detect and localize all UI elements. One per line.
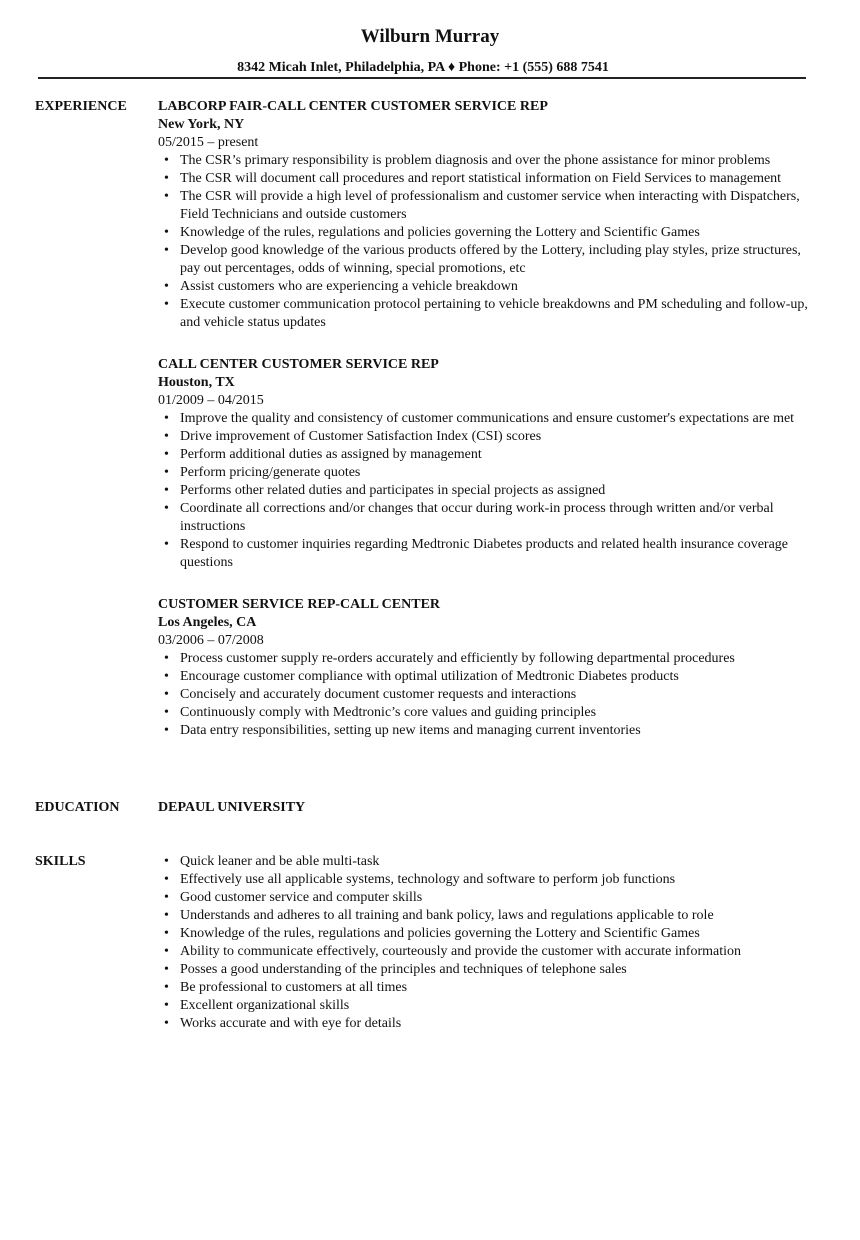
bullet-item: • Performs other related duties and participates in special projects as assigned	[180, 482, 818, 500]
skill-item: • Effectively use all applicable systems, technology and software to perform job functions	[180, 871, 818, 889]
job-title: LABCORP FAIR-CALL CENTER CUSTOMER SERVICE REP	[158, 99, 548, 114]
job-bullets	[158, 410, 818, 572]
education-heading: EDUCATION	[35, 800, 120, 815]
bullet-item: • The CSR will provide a high level of professionalism and customer service when interacting with Dispatchers, Field Technicians and outside customers	[180, 188, 818, 224]
bullet-item: • Data entry responsibilities, setting up new items and managing current inventories	[180, 722, 818, 740]
school-name: DEPAUL UNIVERSITY	[158, 800, 306, 815]
bullet-item: • Perform pricing/generate quotes	[180, 464, 818, 482]
skill-item: • Understands and adheres to all training and bank policy, laws and regulations applicable to role	[180, 907, 818, 925]
bullet-item: • Drive improvement of Customer Satisfaction Index (CSI) scores	[180, 428, 818, 446]
skills-section	[158, 853, 818, 1033]
skill-item: • Ability to communicate effectively, courteously and provide the customer with accurate information	[180, 943, 818, 961]
bullet-item: • Knowledge of the rules, regulations and policies governing the Lottery and Scientific Games	[180, 224, 818, 242]
bullet-item: • The CSR will document call procedures and report statistical information on Field Services to management	[180, 170, 818, 188]
skill-item: • Quick leaner and be able multi-task	[180, 853, 818, 871]
bullet-item: • Improve the quality and consistency of customer communications and ensure customer's expectations are met	[180, 410, 818, 428]
skill-item: • Excellent organizational skills	[180, 997, 818, 1015]
skill-item: • Be professional to customers at all times	[180, 979, 818, 997]
skills-list	[158, 853, 818, 1033]
job-location: Los Angeles, CA	[158, 615, 257, 630]
skill-item: • Posses a good understanding of the principles and techniques of telephone sales	[180, 961, 818, 979]
job-dates: 01/2009 – 04/2015	[158, 393, 264, 408]
bullet-item: • Develop good knowledge of the various products offered by the Lottery, including play styles, prize structures, pay out percentages, odds of winning, special promotions, etc	[180, 242, 818, 278]
job-entry	[158, 98, 818, 332]
bullet-item: • Assist customers who are experiencing a vehicle breakdown	[180, 278, 818, 296]
header-divider	[38, 77, 806, 79]
job-location: Houston, TX	[158, 375, 235, 390]
bullet-item: • The CSR’s primary responsibility is problem diagnosis and over the phone assistance for minor problems	[180, 152, 818, 170]
bullet-item: • Execute customer communication protocol pertaining to vehicle breakdowns and PM scheduling and follow-up, and vehicle status updates	[180, 296, 818, 332]
job-location: New York, NY	[158, 117, 245, 132]
skill-item: • Good customer service and computer skills	[180, 889, 818, 907]
bullet-item: • Concisely and accurately document customer requests and interactions	[180, 686, 818, 704]
bullet-item: • Coordinate all corrections and/or changes that occur during work-in process through written and/or verbal instructions	[180, 500, 818, 536]
job-entry	[158, 596, 818, 740]
bullet-item: • Respond to customer inquiries regarding Medtronic Diabetes products and related health insurance coverage questions	[180, 536, 818, 572]
job-title: CALL CENTER CUSTOMER SERVICE REP	[158, 357, 439, 372]
job-bullets	[158, 152, 818, 332]
job-dates: 05/2015 – present	[158, 135, 259, 150]
job-title: CUSTOMER SERVICE REP-CALL CENTER	[158, 597, 441, 612]
candidate-name: Wilburn Murray	[360, 26, 500, 47]
contact-line: 8342 Micah Inlet, Philadelphia, PA ♦ Phone: +1 (555) 688 7541	[237, 60, 609, 75]
job-entry	[158, 356, 818, 572]
bullet-item: • Encourage customer compliance with optimal utilization of Medtronic Diabetes products	[180, 668, 818, 686]
skills-heading: SKILLS	[35, 854, 86, 869]
bullet-item: • Process customer supply re-orders accurately and efficiently by following departmental procedures	[180, 650, 818, 668]
experience-heading: EXPERIENCE	[35, 99, 127, 114]
bullet-item: • Perform additional duties as assigned by management	[180, 446, 818, 464]
education-section	[158, 799, 818, 817]
bullet-item: • Continuously comply with Medtronic’s core values and guiding principles	[180, 704, 818, 722]
job-dates: 03/2006 – 07/2008	[158, 633, 264, 648]
skill-item: • Knowledge of the rules, regulations and policies governing the Lottery and Scientific Games	[180, 925, 818, 943]
job-bullets	[158, 650, 818, 740]
experience-section	[158, 98, 818, 764]
skill-item: • Works accurate and with eye for details	[180, 1015, 818, 1033]
